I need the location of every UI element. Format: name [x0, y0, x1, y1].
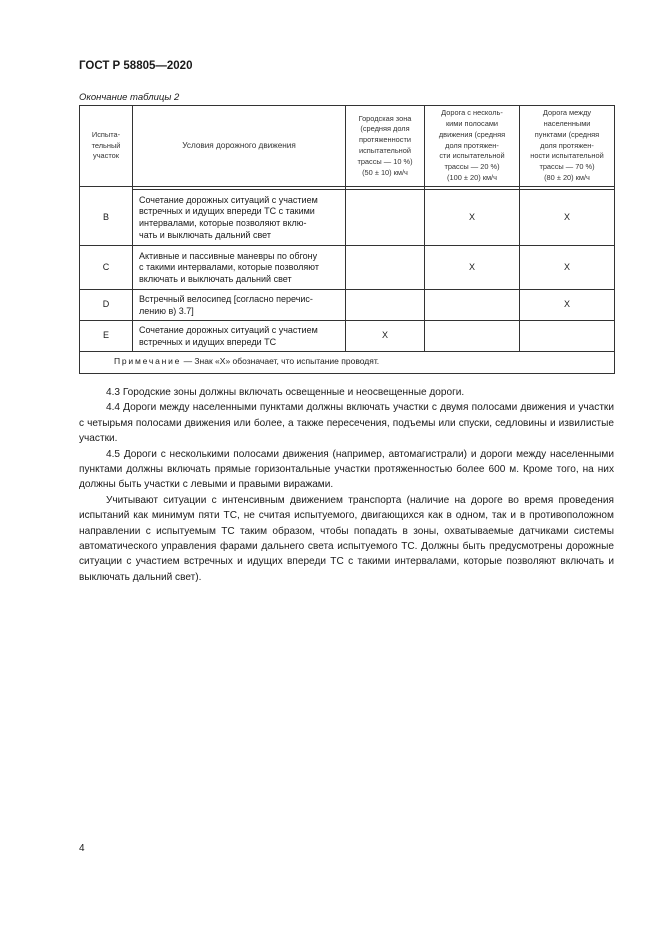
- section-cell: D: [80, 290, 133, 321]
- intercity-cell: [520, 321, 615, 352]
- note-text: — Знак «X» обозначает, что испытание проводят.: [181, 356, 380, 367]
- table-header-row: [80, 106, 615, 187]
- intercity-cell: X: [520, 290, 615, 321]
- paragraph: 4.3 Городские зоны должны включать освещенные и неосвещенные дороги.: [106, 387, 465, 398]
- urban-cell: [346, 290, 425, 321]
- header-multilane: Дорога с несколь- кими полосами движения (средняя доля протяжен- сти испытательной трассы — 20 %) (100 ± 20) км/ч: [425, 106, 520, 187]
- body-text: [79, 385, 614, 585]
- document-title: ГОСТ Р 58805—2020: [79, 60, 193, 72]
- multilane-cell: [425, 321, 520, 352]
- condition-cell: Сочетание дорожных ситуаций с участием встречных и идущих впереди ТС: [133, 321, 346, 352]
- header-conditions: Условия дорожного движения: [133, 106, 346, 187]
- table-caption: Окончание таблицы 2: [79, 92, 180, 103]
- paragraph: Учитывают ситуации с интенсивным движением транспорта (наличие на дороге во время проведения испытаний как минимум пяти ТС, не считая испытуемого, двигающихся как в одном, так и в противоположном направлении с испытуемым ТС таким образом, чтобы попадать в зоны, охватываемые датчиками системы автоматического управления фарами дальнего света испытуемого ТС. Должны быть предусмотрены дорожные ситуации с участием встречных и идущих впереди ТС с такими интервалами, которые позволяют включать и выключать дальний свет).: [79, 494, 614, 583]
- multilane-cell: X: [425, 190, 520, 246]
- section-cell: C: [80, 246, 133, 290]
- condition-cell: Сочетание дорожных ситуаций с участием встречных и идущих впереди ТС с такими интервалами, которые позволяют вклю- чать и выключать дальний свет: [133, 190, 346, 246]
- table-row: [80, 290, 615, 321]
- table-row: [80, 321, 615, 352]
- multilane-cell: [425, 290, 520, 321]
- table-note: [80, 352, 615, 374]
- header-intercity: Дорога между населенными пунктами (средняя доля протяжен- ности испытательной трассы — 70 %) (80 ± 20) км/ч: [520, 106, 615, 187]
- table-row: [80, 190, 615, 246]
- table-row: [80, 246, 615, 290]
- condition-cell: Встречный велосипед [согласно перечис- лению в) 3.7]: [133, 290, 346, 321]
- section-cell: E: [80, 321, 133, 352]
- conditions-table: [79, 105, 615, 374]
- urban-cell: X: [346, 321, 425, 352]
- intercity-cell: X: [520, 190, 615, 246]
- paragraph: 4.5 Дороги с несколькими полосами движения (например, автомагистрали) и дороги между населенными пунктами должны включать прямые горизонтальные участки протяженностью более 600 м. Кроме того, на них должны быть участки с левыми и правыми виражами.: [79, 448, 614, 491]
- paragraph: 4.4 Дороги между населенными пунктами должны включать участки с двумя полосами движения и участки с четырьмя полосами движения или более, а также пересечения, подъемы или спуски, седловины и извилистые участки.: [79, 402, 614, 445]
- header-section: Испыта- тельный участок: [80, 106, 133, 187]
- urban-cell: [346, 246, 425, 290]
- condition-cell: Активные и пассивные маневры по обгону с такими интервалами, которые позволяют включать и выключать дальний свет: [133, 246, 346, 290]
- intercity-cell: X: [520, 246, 615, 290]
- table-note-row: [80, 352, 615, 374]
- multilane-cell: X: [425, 246, 520, 290]
- page-number: 4: [79, 843, 85, 854]
- urban-cell: [346, 190, 425, 246]
- note-label: Примечание: [114, 356, 182, 367]
- header-urban: Городская зона (средняя доля протяженности испытательной трассы — 10 %) (50 ± 10) км/ч: [346, 106, 425, 187]
- section-cell: B: [80, 190, 133, 246]
